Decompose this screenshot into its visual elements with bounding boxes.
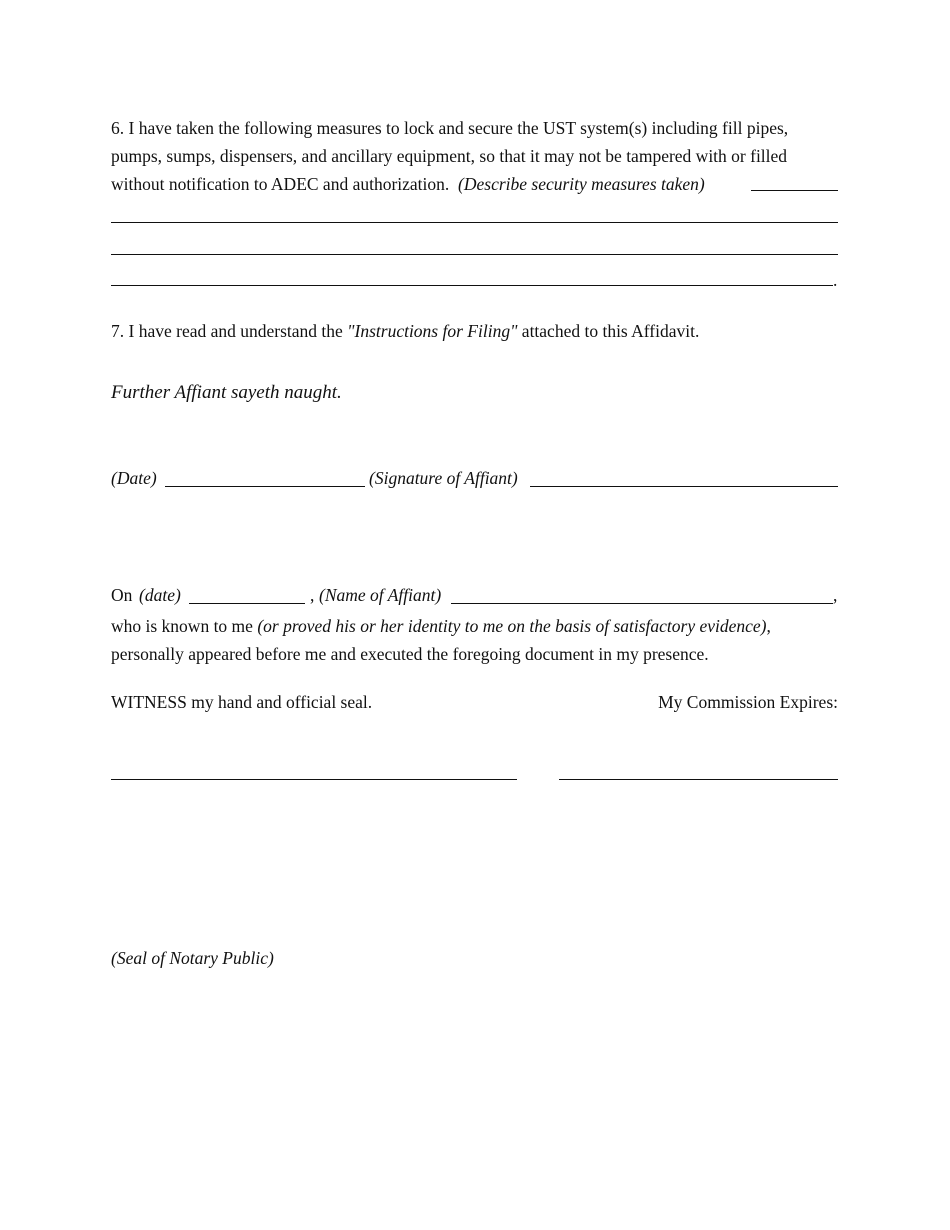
item7-suffix: attached to this Affidavit. <box>517 321 700 341</box>
security-measures-field-start[interactable] <box>751 190 838 191</box>
item6-end-period: . <box>833 270 838 290</box>
notary-trailing-comma: , <box>833 585 838 605</box>
notary-name-label: (Name of Affiant) <box>319 585 442 605</box>
item6-line3-text: without notification to ADEC and authorization. <box>111 174 450 194</box>
notary-line2-prefix: who is known to me <box>111 616 258 636</box>
signature-label: (Signature of Affiant) <box>369 468 518 488</box>
notary-line3: personally appeared before me and executed the foregoing document in my presence. <box>111 644 709 664</box>
notary-name-field[interactable] <box>451 603 833 604</box>
date-field[interactable] <box>165 486 365 487</box>
further-affiant: Further Affiant sayeth naught. <box>111 382 342 403</box>
security-measures-field-line3[interactable] <box>111 285 833 286</box>
item7-statement <box>111 317 699 345</box>
item6-line1: 6. I have taken the following measures to lock and secure the UST system(s) including fill pipes, <box>111 118 789 138</box>
item7-prefix: 7. I have read and understand the <box>111 321 348 341</box>
commission-expires-field[interactable] <box>559 779 838 780</box>
security-measures-prompt: (Describe security measures taken) <box>458 174 705 194</box>
notary-on: On <box>111 585 133 605</box>
signature-field[interactable] <box>530 486 838 487</box>
security-measures-field-line1[interactable] <box>111 222 838 223</box>
notary-line2-italic: (or proved his or her identity to me on the basis of satisfactory evidence) <box>257 616 767 636</box>
notary-comma-separator: , <box>310 585 315 605</box>
witness-statement: WITNESS my hand and official seal. <box>111 692 373 712</box>
date-label: (Date) <box>111 468 157 488</box>
notary-date-label: (date) <box>139 585 181 605</box>
commission-expires-label: My Commission Expires: <box>658 692 838 712</box>
item6-line2: pumps, sumps, dispensers, and ancillary equipment, so that it may not be tampered with or filled <box>111 146 788 166</box>
notary-seal-label: (Seal of Notary Public) <box>111 948 274 968</box>
notary-signature-field[interactable] <box>111 779 517 780</box>
security-measures-field-line2[interactable] <box>111 254 838 255</box>
notary-line2-suffix: , <box>766 616 771 636</box>
notary-line2 <box>111 612 771 640</box>
notary-date-field[interactable] <box>189 603 305 604</box>
item6-line3 <box>111 170 705 198</box>
instructions-title: "Instructions for Filing" <box>347 321 518 341</box>
